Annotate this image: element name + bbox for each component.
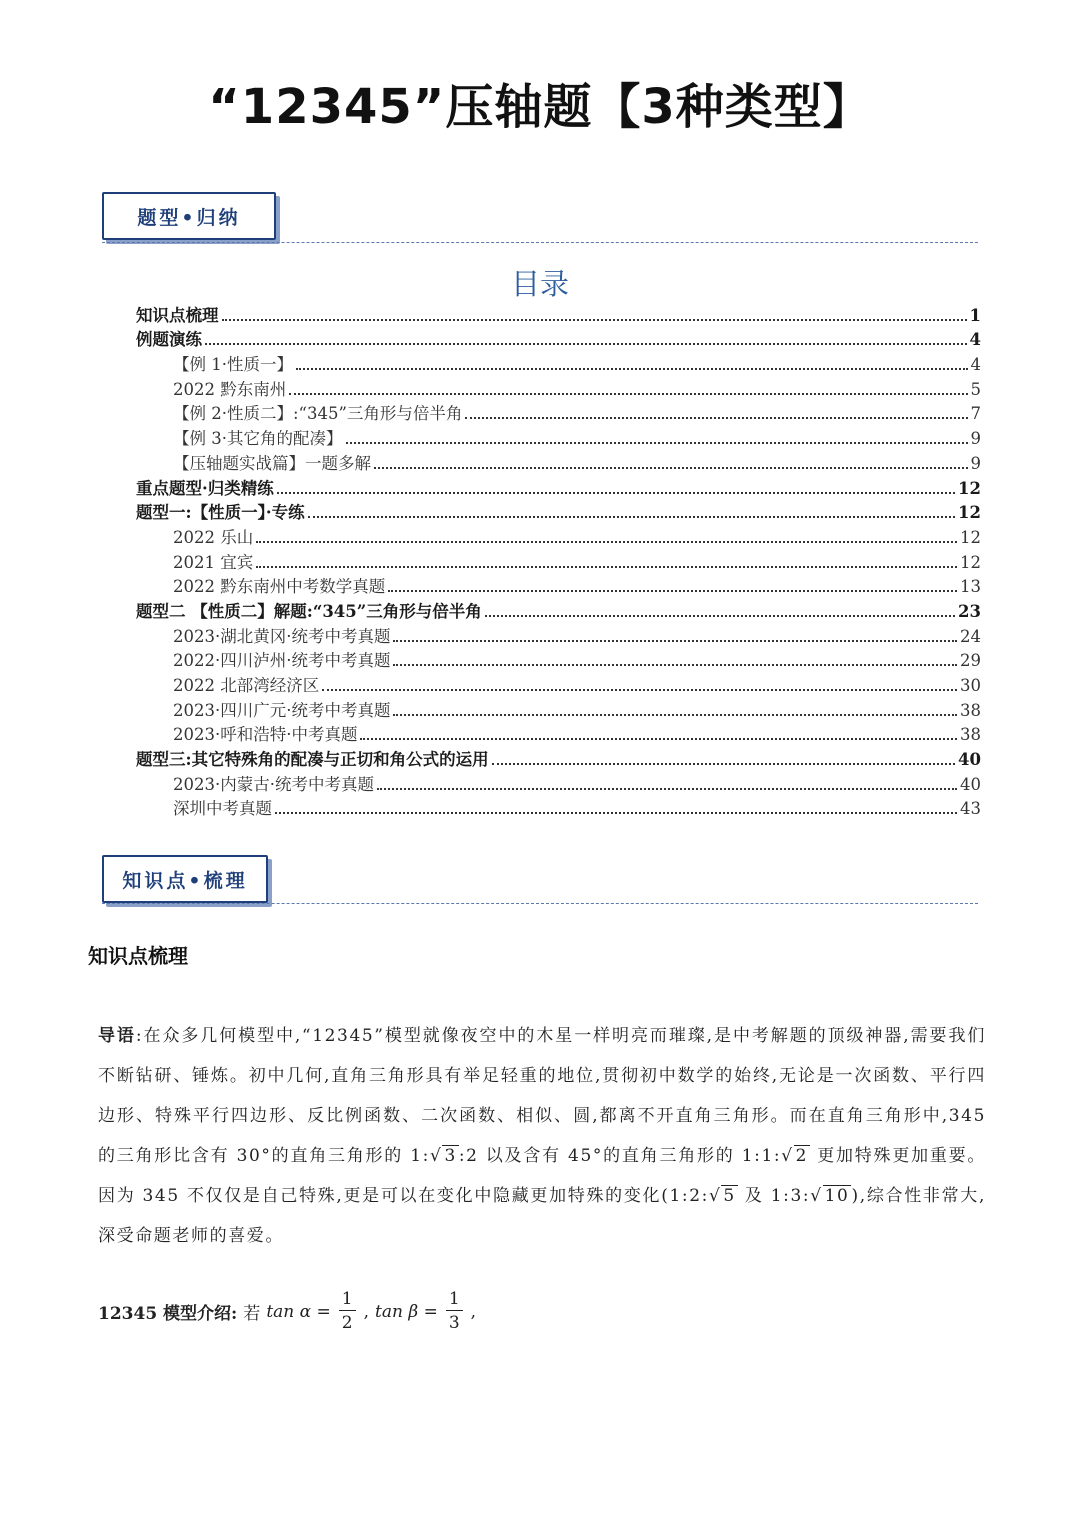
toc-entry-text: 【压轴题实战篇】一题多解 [173, 453, 371, 473]
toc-entry[interactable] [136, 746, 981, 771]
intro-text: 及 1:3: [737, 1186, 811, 1206]
dashed-divider [102, 903, 978, 904]
toc-page-number: 12 [958, 503, 981, 523]
toc-entry-text: 深圳中考真题 [173, 799, 272, 819]
toc-entry-text: 2022 乐山 [173, 527, 254, 547]
sqrt-symbol: √ 3 [430, 1146, 457, 1166]
tan-alpha: tan α = [266, 1301, 331, 1322]
toc-entry-text: 2023·湖北黄冈·统考中考真题 [173, 626, 391, 646]
toc-leader [393, 664, 957, 666]
toc-leader [222, 319, 967, 321]
toc-page-number: 23 [958, 601, 981, 621]
toc-leader [256, 541, 957, 543]
toc-leader [296, 368, 968, 370]
table-of-contents [136, 302, 981, 820]
model-if: 若 [243, 1304, 261, 1324]
toc-page-number: 4 [969, 330, 981, 350]
toc-entry[interactable] [136, 401, 981, 426]
toc-entry[interactable] [136, 500, 981, 525]
toc-page-number: 1 [969, 305, 981, 325]
toc-entry[interactable] [136, 722, 981, 747]
toc-page-number: 43 [960, 799, 981, 819]
toc-entry[interactable] [136, 623, 981, 648]
toc-leader [308, 516, 955, 518]
toc-page-number: 9 [970, 453, 981, 473]
toc-leader [388, 590, 957, 592]
toc-entry-text: 2023·四川广元·统考中考真题 [173, 700, 391, 720]
tan-beta: tan β = [375, 1301, 438, 1322]
toc-entry-text: 题型三:其它特殊角的配凑与正切和角公式的运用 [136, 750, 489, 770]
toc-entry[interactable] [136, 425, 981, 450]
separator: , [363, 1301, 370, 1322]
toc-leader [465, 417, 967, 419]
toc-page-number: 38 [960, 725, 981, 745]
dashed-divider [102, 242, 978, 243]
toc-leader [377, 788, 957, 790]
toc-entry[interactable] [136, 376, 981, 401]
toc-entry[interactable] [136, 796, 981, 821]
toc-entry[interactable] [136, 672, 981, 697]
toc-entry[interactable] [136, 302, 981, 327]
sqrt-symbol: √ 10 [810, 1186, 850, 1206]
toc-entry[interactable] [136, 598, 981, 623]
toc-page-number: 12 [960, 527, 981, 547]
toc-entry[interactable] [136, 524, 981, 549]
toc-heading: 目录 [510, 267, 569, 301]
toc-leader [205, 343, 967, 345]
toc-leader [275, 812, 957, 814]
intro-text: :2 以及含有 45°的直角三角形的 1:1: [458, 1146, 782, 1166]
toc-leader [393, 714, 957, 716]
toc-leader [277, 492, 955, 494]
toc-entry-text: 题型一:【性质一】·专练 [136, 503, 305, 523]
toc-entry[interactable] [136, 648, 981, 673]
toc-entry[interactable] [136, 574, 981, 599]
toc-entry-text: 2023·呼和浩特·中考真题 [173, 725, 358, 745]
toc-entry-text: 2022·四川泸州·统考中考真题 [173, 651, 391, 671]
toc-page-number: 4 [970, 355, 981, 375]
toc-leader [492, 763, 955, 765]
toc-page-number: 12 [958, 478, 981, 498]
toc-entry[interactable] [136, 351, 981, 376]
section-tag-summary: 题型•归纳 [102, 192, 276, 240]
toc-entry-text: 2022 北部湾经济区 [173, 676, 320, 695]
toc-page-number: 7 [970, 404, 981, 424]
model-lead: 12345 模型介绍: [98, 1304, 238, 1324]
toc-leader [485, 615, 955, 617]
toc-leader [393, 640, 957, 642]
toc-page-number: 40 [960, 774, 981, 794]
toc-leader [346, 442, 968, 444]
toc-leader [322, 689, 957, 691]
toc-page-number: 5 [970, 379, 981, 399]
toc-entry-text: 题型二 【性质二】解题:“345”三角形与倍半角 [136, 601, 482, 621]
toc-leader [374, 467, 968, 469]
toc-page-number: 12 [960, 552, 981, 572]
toc-entry-text: 重点题型·归类精练 [136, 478, 274, 498]
intro-lead: 导语 [98, 1026, 136, 1046]
toc-entry[interactable] [136, 450, 981, 475]
toc-entry-text: 2023·内蒙古·统考中考真题 [173, 774, 374, 794]
toc-entry[interactable] [136, 327, 981, 352]
toc-entry-text: 2022 黔东南州中考数学真题 [173, 577, 386, 597]
fraction-one-half: $\frac{1}{2}$ [339, 1288, 356, 1335]
toc-page-number: 24 [960, 626, 981, 646]
toc-entry[interactable] [136, 697, 981, 722]
sqrt-symbol: √ 2 [781, 1146, 809, 1166]
toc-entry-text: 【例 3·其它角的配凑】 [173, 429, 343, 449]
separator: , [470, 1301, 477, 1322]
intro-text: ),综合性非常大,深受命题老师的喜爱。 [98, 1186, 986, 1246]
fraction-one-third: $\frac{1}{3}$ [446, 1288, 463, 1335]
toc-page-number: 40 [958, 750, 981, 770]
document-title: “12345”压轴题【3种类型】 [208, 79, 872, 135]
intro-text: 更加特殊更加重要。因为 345 不仅仅是自己特殊,更是可以在变化中隐藏更加特殊的变化(1:2: [98, 1146, 987, 1206]
toc-entry[interactable] [136, 549, 981, 574]
toc-leader [360, 738, 957, 740]
toc-page-number: 29 [960, 651, 981, 671]
toc-page-number: 38 [960, 700, 981, 720]
section-title: 知识点梳理 [88, 944, 188, 968]
toc-entry-text: 例题演练 [136, 330, 202, 350]
intro-paragraph [98, 1016, 986, 1256]
toc-page-number: 13 [960, 577, 981, 597]
sqrt-symbol: √ 5 [708, 1186, 736, 1206]
toc-entry[interactable] [136, 475, 981, 500]
toc-leader [256, 566, 957, 568]
toc-entry-text: 2022 黔东南州 [173, 379, 287, 399]
toc-entry[interactable] [136, 771, 981, 796]
toc-entry-text: 【例 1·性质一】 [173, 355, 293, 375]
toc-page-number: 30 [960, 676, 981, 695]
toc-leader [289, 393, 967, 395]
toc-page-number: 9 [970, 429, 981, 449]
intro-text: :在众多几何模型中,“12345”模型就像夜空中的木星一样明亮而璀璨,是中考解题的顶级神器,需要我们不断钻研、锤炼。初中几何,直角三角形具有举足轻重的地位,贯彻初中数学的始终,无论是一次函数、平行四边形、特殊平行四边形、反比例函数、二次函数、相似、圆,都离不开直角三角形。而在直角三角形中,345 的三角形比含有 30°的直角三角形的 1: [98, 1026, 986, 1166]
toc-entry-text: 知识点梳理 [136, 305, 219, 325]
model-intro [98, 1288, 476, 1335]
toc-entry-text: 【例 2·性质二】:“345”三角形与倍半角 [173, 404, 463, 424]
toc-entry-text: 2021 宜宾 [173, 552, 254, 572]
section-tag-knowledge: 知识点•梳理 [102, 855, 268, 903]
